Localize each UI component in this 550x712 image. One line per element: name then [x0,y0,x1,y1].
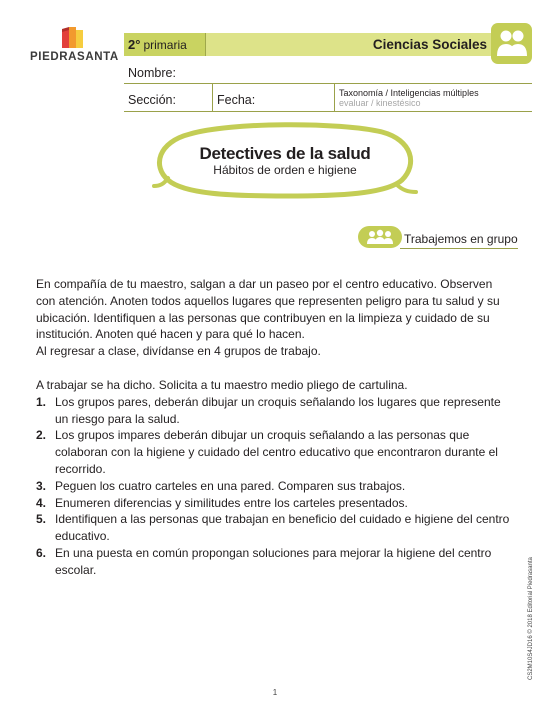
document-code: CS2M10S4JD16 © 2018 Editorial Piedrasanta [528,557,534,680]
step-number: 1. [36,394,47,409]
lead-line: A trabajar se ha dicho. Solicita a tu maestro medio pliego de cartulina. [36,377,408,392]
step-number: 3. [36,478,47,493]
step-line: Los grupos pares, deberán dibujar un croquis señalando los lugares que represente [55,394,501,409]
step-item [36,427,520,477]
step-line: Identifiquen a las personas que trabajan en beneficio del cuidado e higiene del centro [55,512,510,527]
date-divider [334,84,335,111]
name-underline [124,83,532,84]
grade-level: primaria [143,37,187,52]
group-underline [400,248,518,249]
intro-line: Al regresar a clase, divídanse en 4 grupos de trabajo. [36,344,321,359]
section-divider [212,84,213,111]
step-item [36,511,520,545]
step-line: Los grupos impares deberán dibujar un croquis señalando a las personas que [55,428,470,443]
taxonomy-values: evaluar / kinestésico [339,98,421,108]
step-line: colaboran con la higiene y cuidado del centro educativo que encontraron durante el [55,445,498,460]
step-line: escolar. [55,562,97,577]
taxonomy-label: Taxonomía / Inteligencias múltiples [339,88,479,98]
book-stack-icon [62,26,84,48]
spacer [36,360,520,377]
step-number: 4. [36,495,47,510]
step-number: 6. [36,545,47,560]
step-line: un riesgo para la salud. [55,411,180,426]
section-underline [124,111,532,112]
subject-title: Ciencias Sociales [372,37,487,52]
publisher-name: PIEDRASANTA [30,51,119,63]
publisher-logo [30,26,120,68]
group-work-label: Trabajemos en grupo [404,232,518,246]
intro-line: institución. Anoten qué hacen y para qué lo hacen. [36,327,305,342]
section-label: Sección: [128,93,176,107]
step-line: En una puesta en común propongan soluciones para mejorar la higiene del centro [55,545,492,560]
step-line: recorrido. [55,461,106,476]
step-number: 2. [36,428,47,443]
intro-line: En compañía de tu maestro, salgan a dar un paseo por el centro educativo. Observen [36,277,493,291]
step-line: Enumeren diferencias y similitudes entre los carteles presentados. [55,495,408,510]
instructions [36,276,520,579]
step-line: Peguen los cuatro carteles en una pared. Comparen sus trabajos. [55,478,406,493]
step-line: educativo. [55,529,110,544]
people-group-icon [491,23,532,64]
grade-label [124,33,206,56]
worksheet-subtitle: Hábitos de orden e higiene [213,163,357,177]
intro-line: ubicación. Identifiquen a las personas que contribuyen en la limpieza y cuidado de su [36,310,490,325]
subject-badge [491,23,532,64]
group-icon [358,226,402,248]
grade-number: 2° [128,37,141,52]
page-number: 1 [272,688,278,697]
name-label: Nombre: [128,66,176,80]
step-item [36,545,520,579]
step-number: 5. [36,512,47,527]
step-item [36,478,520,495]
date-label: Fecha: [217,93,256,107]
intro-line: con atención. Anoten todos aquellos lugares que representen peligro para tu salud y su [36,293,500,308]
worksheet-title: Detectives de la salud [199,144,371,163]
group-badge [358,226,402,248]
step-item [36,495,520,512]
step-item [36,394,520,428]
steps-list [36,394,520,579]
